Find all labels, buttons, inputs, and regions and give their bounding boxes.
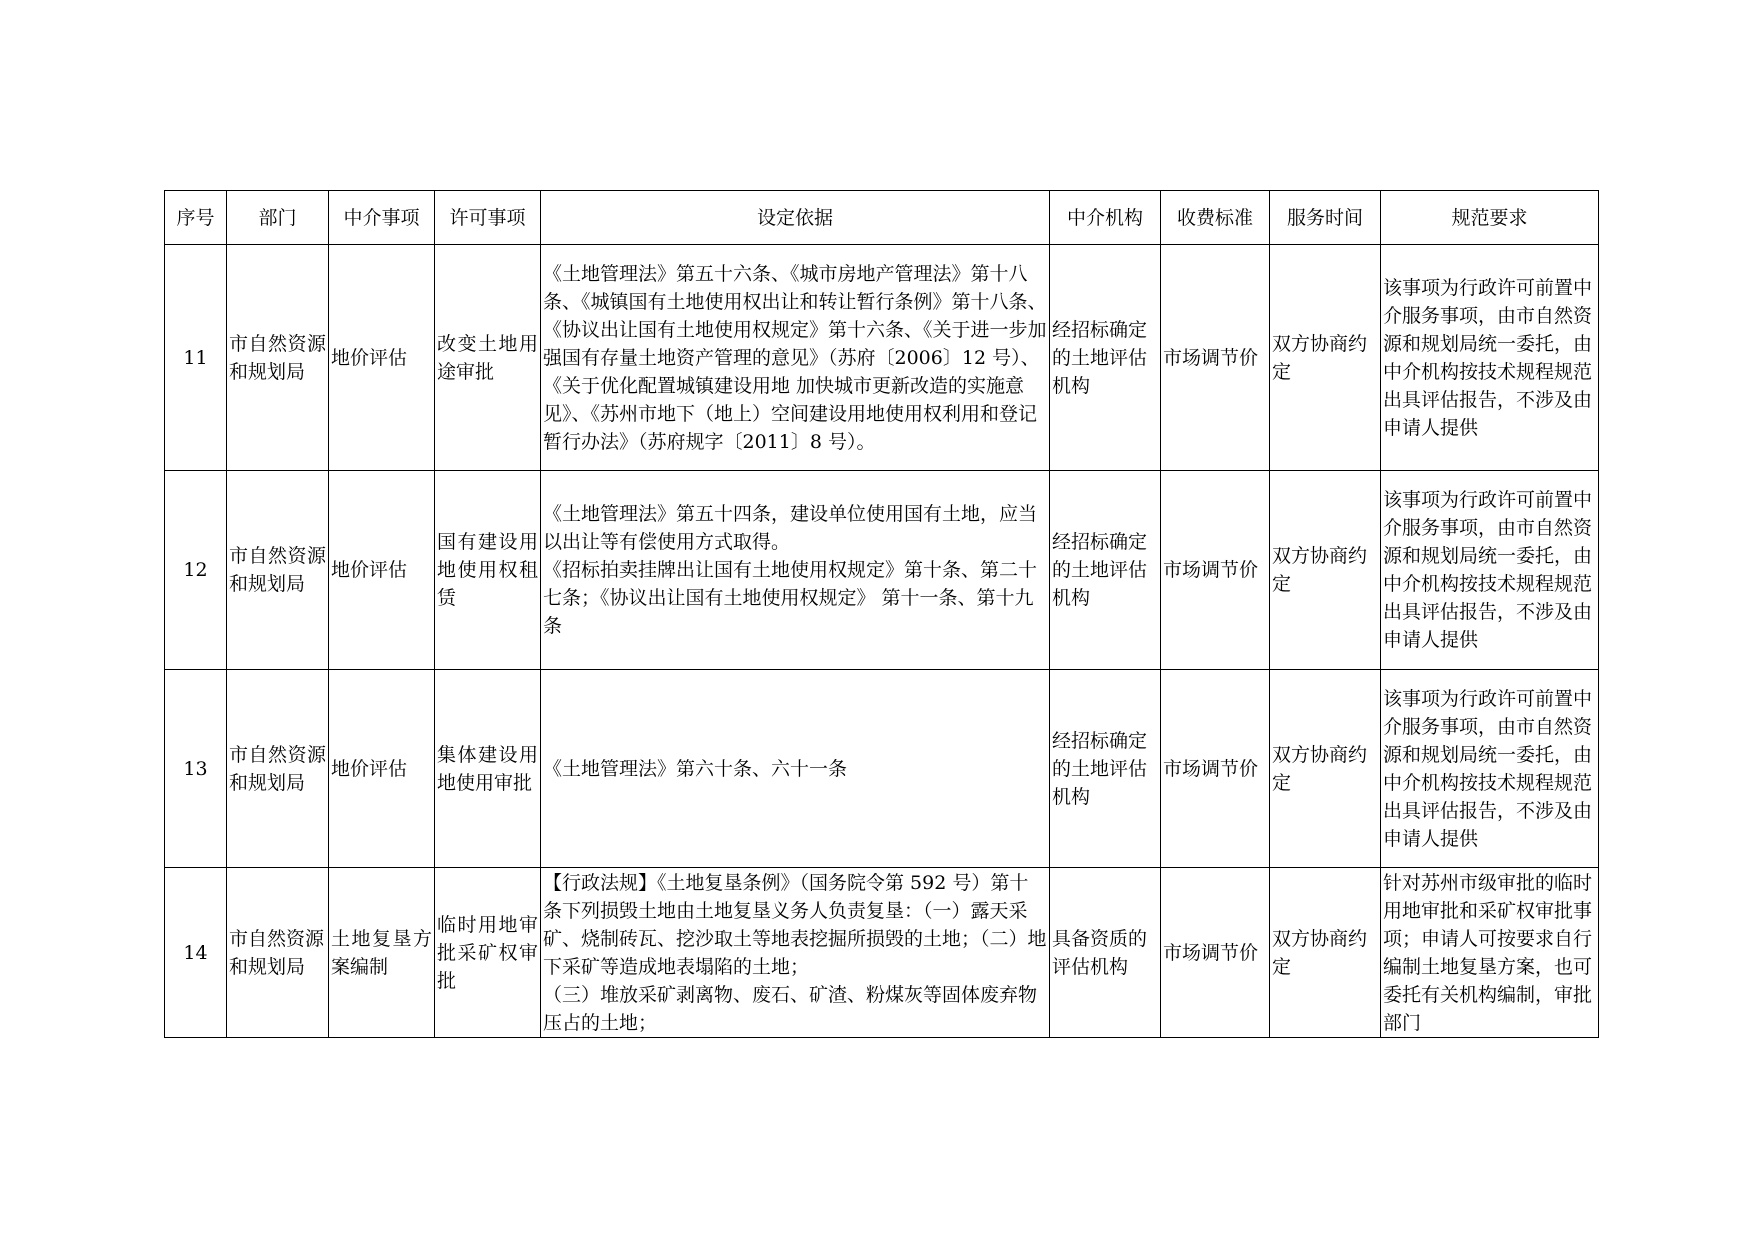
cell-basis: 【行政法规】《土地复垦条例》（国务院令第 592 号）第十条下列损毁土地由土地复垦义务人负责复垦：（一）露天采矿、烧制砖瓦、挖沙取土等地表挖掘所损毁的土地；（二）地下采矿等造成地表塌陷的土地； （三）堆放采矿剥离物、废石、矿渣、粉煤灰等固体废弃物压占的土地；: [541, 868, 1050, 1038]
table-row: [165, 471, 1599, 670]
cell-basis: 《土地管理法》第五十六条、《城市房地产管理法》第十八条、《城镇国有土地使用权出让和转让暂行条例》第十八条、《协议出让国有土地使用权规定》第十六条、《关于进一步加强国有存量土地资产管理的意见》（苏府〔2006〕12 号）、《关于优化配置城镇建设用地 加快城市更新改造的实施意见》、《苏州市地下（地上）空间建设用地使用权利用和登记暂行办法》（苏府规字〔2011〕8 号）。: [541, 245, 1050, 471]
header-fee: 收费标准: [1161, 191, 1270, 245]
cell-agency: 经招标确定的土地评估机构: [1050, 471, 1161, 670]
cell-requirement: 针对苏州市级审批的临时用地审批和采矿权审批事项；申请人可按要求自行编制土地复垦方案，也可委托有关机构编制，审批部门: [1381, 868, 1599, 1038]
cell-dept: 市自然资源和规划局: [227, 868, 329, 1038]
cell-seq: 12: [165, 471, 227, 670]
cell-seq: 13: [165, 670, 227, 868]
header-agency-item: 中介事项: [329, 191, 435, 245]
cell-time: 双方协商约定: [1270, 670, 1381, 868]
cell-agency-item: 地价评估: [329, 670, 435, 868]
cell-permit-item: 国有建设用地使用权租赁: [435, 471, 541, 670]
table-header-row: [165, 191, 1599, 245]
header-agency: 中介机构: [1050, 191, 1161, 245]
cell-requirement: 该事项为行政许可前置中介服务事项，由市自然资源和规划局统一委托，由中介机构按技术规程规范出具评估报告，不涉及由申请人提供: [1381, 670, 1599, 868]
table-row: [165, 670, 1599, 868]
cell-requirement: 该事项为行政许可前置中介服务事项，由市自然资源和规划局统一委托，由中介机构按技术规程规范出具评估报告，不涉及由申请人提供: [1381, 245, 1599, 471]
cell-dept: 市自然资源和规划局: [227, 245, 329, 471]
cell-time: 双方协商约定: [1270, 471, 1381, 670]
cell-basis: 《土地管理法》第六十条、六十一条: [541, 670, 1050, 868]
cell-time: 双方协商约定: [1270, 868, 1381, 1038]
header-time: 服务时间: [1270, 191, 1381, 245]
table-row: [165, 868, 1599, 1038]
cell-fee: 市场调节价: [1161, 471, 1270, 670]
header-permit-item: 许可事项: [435, 191, 541, 245]
cell-basis: 《土地管理法》第五十四条，建设单位使用国有土地，应当以出让等有偿使用方式取得。 《招标拍卖挂牌出让国有土地使用权规定》第十条、第二十七条；《协议出让国有土地使用权规定》 第十一条、第十九条: [541, 471, 1050, 670]
cell-agency: 经招标确定的土地评估机构: [1050, 670, 1161, 868]
table-row: [165, 245, 1599, 471]
header-basis: 设定依据: [541, 191, 1050, 245]
cell-agency: 经招标确定的土地评估机构: [1050, 245, 1161, 471]
cell-seq: 14: [165, 868, 227, 1038]
cell-time: 双方协商约定: [1270, 245, 1381, 471]
header-dept: 部门: [227, 191, 329, 245]
cell-dept: 市自然资源和规划局: [227, 670, 329, 868]
cell-dept: 市自然资源和规划局: [227, 471, 329, 670]
cell-agency-item: 土地复垦方案编制: [329, 868, 435, 1038]
cell-permit-item: 集体建设用地使用审批: [435, 670, 541, 868]
cell-fee: 市场调节价: [1161, 868, 1270, 1038]
header-requirement: 规范要求: [1381, 191, 1599, 245]
cell-requirement: 该事项为行政许可前置中介服务事项，由市自然资源和规划局统一委托，由中介机构按技术规程规范出具评估报告，不涉及由申请人提供: [1381, 471, 1599, 670]
cell-seq: 11: [165, 245, 227, 471]
cell-agency-item: 地价评估: [329, 471, 435, 670]
cell-agency: 具备资质的评估机构: [1050, 868, 1161, 1038]
cell-fee: 市场调节价: [1161, 670, 1270, 868]
cell-permit-item: 改变土地用途审批: [435, 245, 541, 471]
header-seq: 序号: [165, 191, 227, 245]
cell-fee: 市场调节价: [1161, 245, 1270, 471]
intermediary-services-table: [164, 190, 1599, 1038]
cell-agency-item: 地价评估: [329, 245, 435, 471]
cell-permit-item: 临时用地审批采矿权审批: [435, 868, 541, 1038]
